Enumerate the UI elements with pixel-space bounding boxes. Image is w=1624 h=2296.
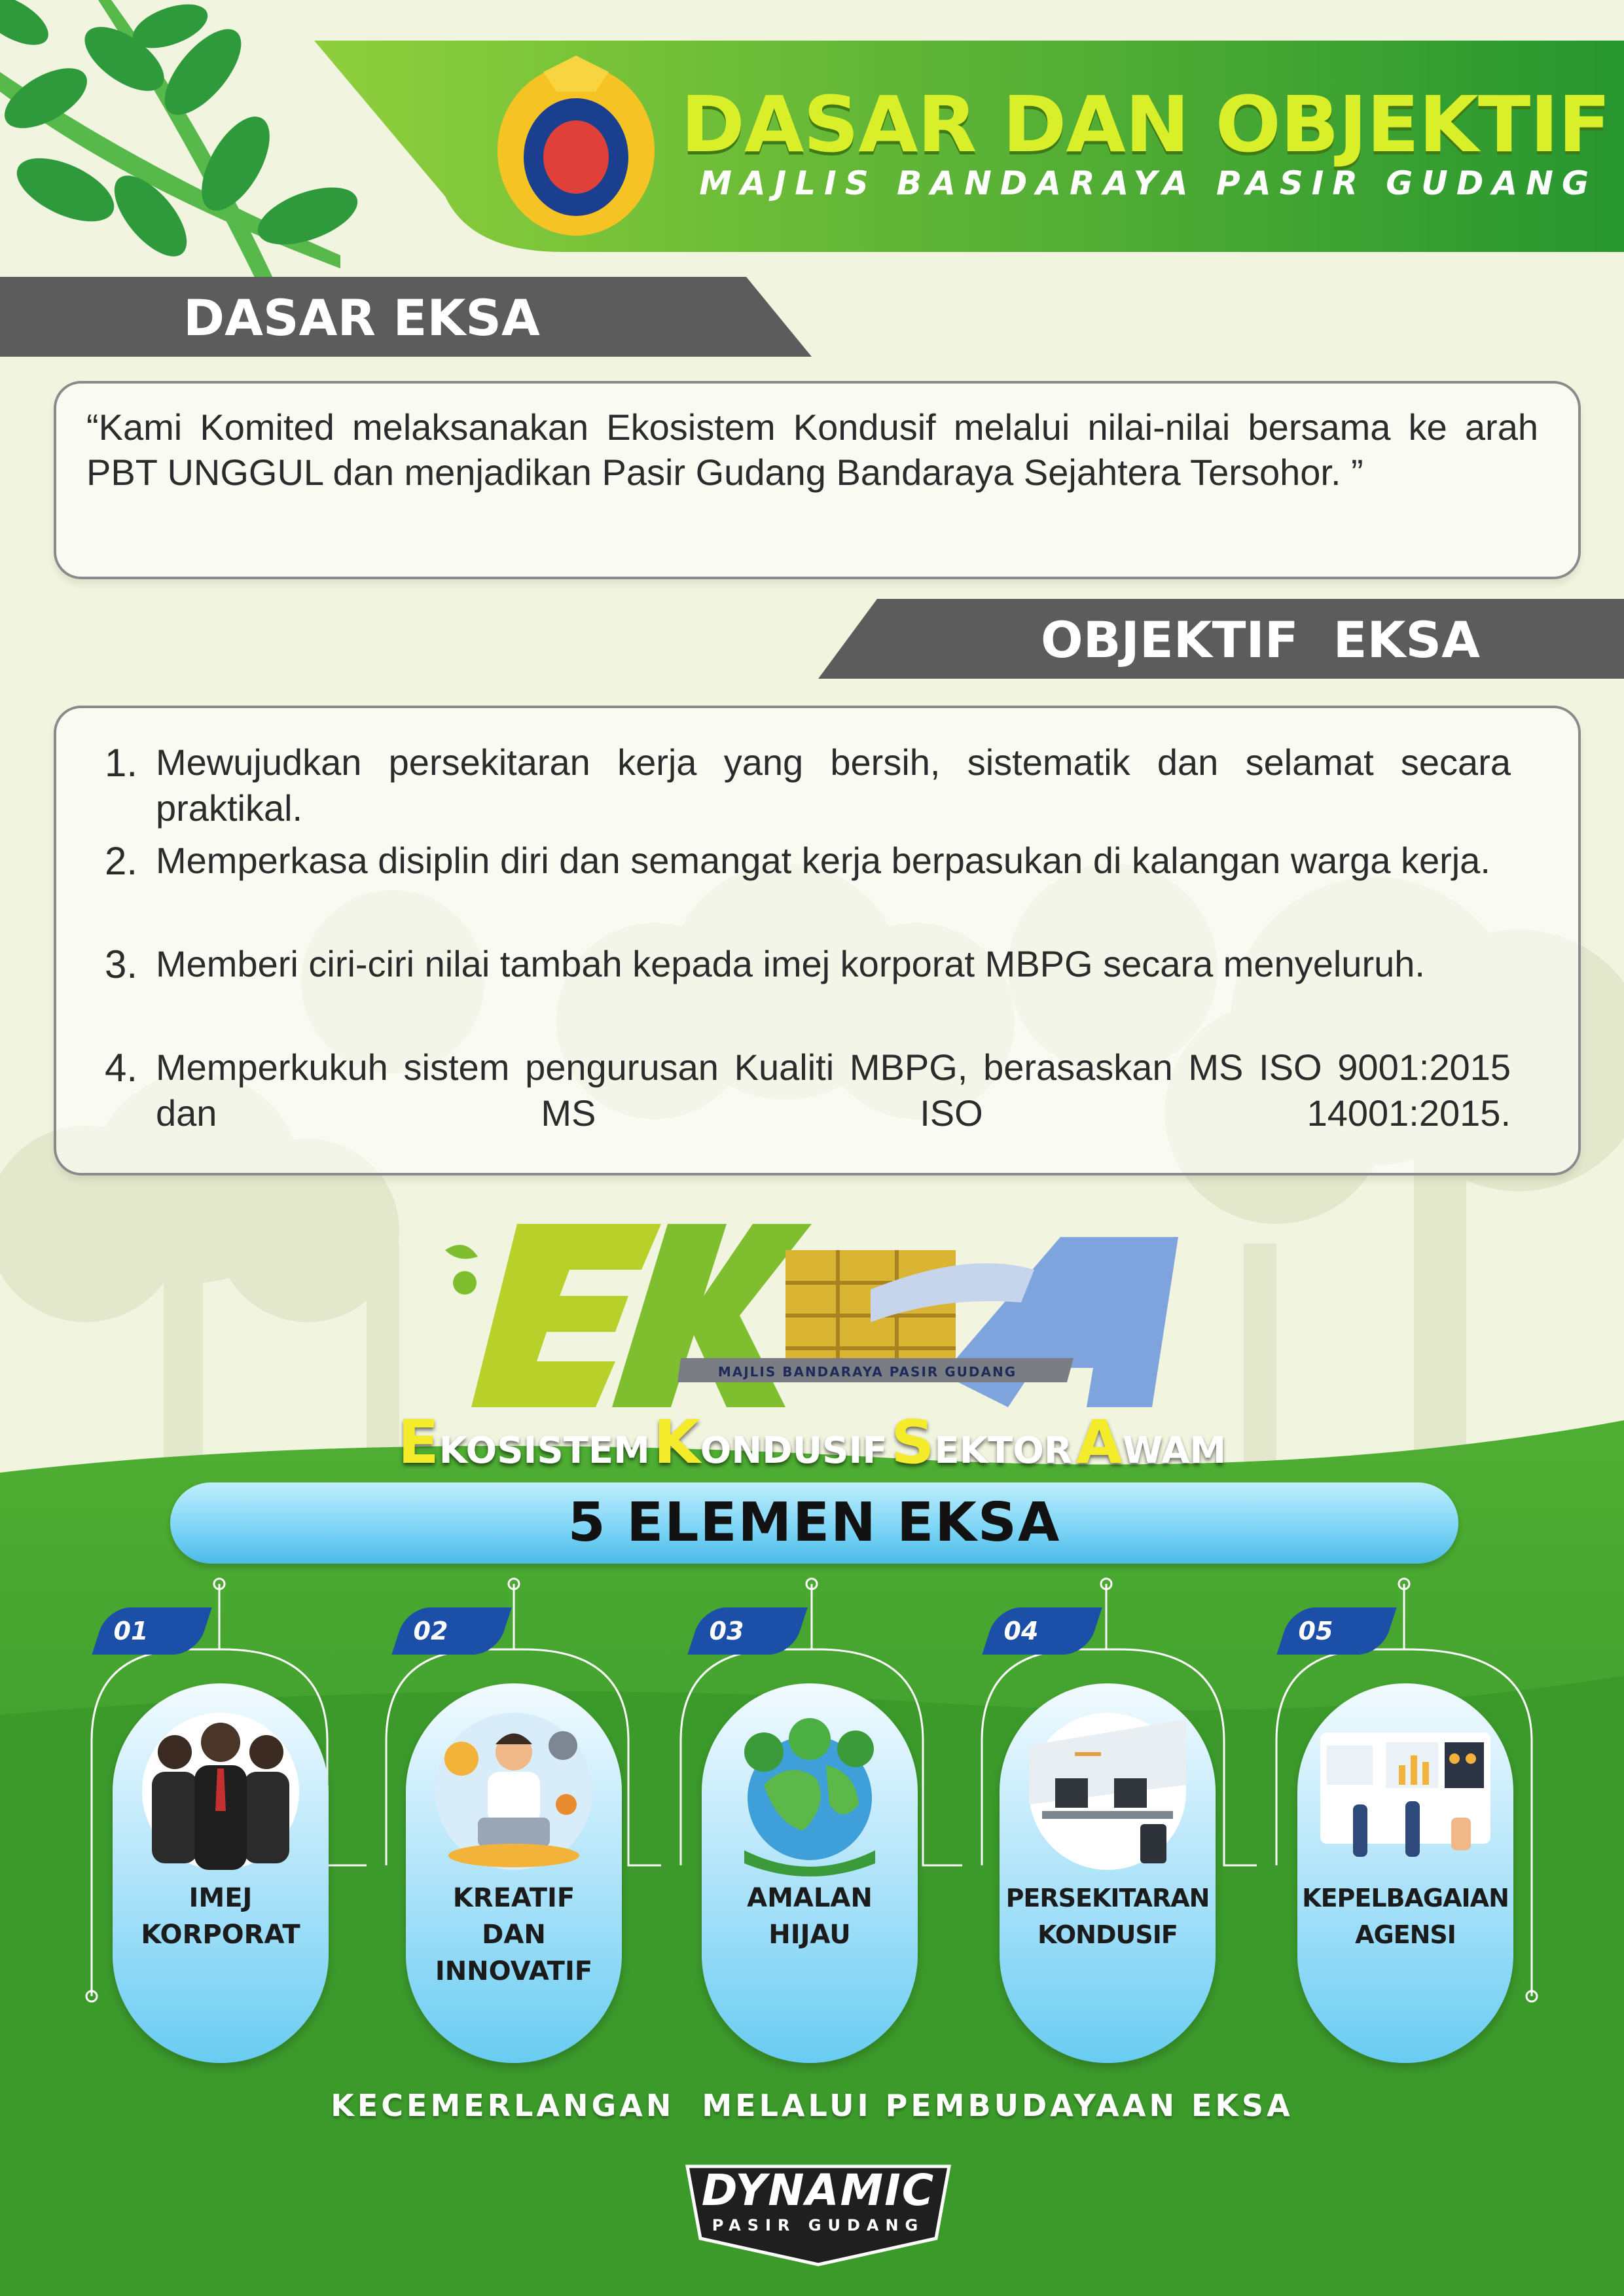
objektif-text: Memberi ciri-ciri nilai tambah kepada imej korporat MBPG secara menyeluruh.	[156, 943, 1425, 984]
acronym-rest: ONDUSIF	[700, 1429, 888, 1472]
elemen-card	[1297, 1683, 1513, 2063]
acronym-rest: KOSISTEM	[439, 1429, 650, 1472]
elemen-label-line: KORPORAT	[141, 1920, 300, 1950]
elemen-card	[702, 1683, 918, 2063]
elemen-label	[406, 1880, 622, 1990]
analytics-team-icon	[1314, 1706, 1497, 1876]
dasar-heading: DASAR EKSA	[183, 289, 540, 347]
elemen-number: 02	[413, 1617, 448, 1645]
objektif-text: Memperkukuh sistem pengurusan Kualiti MBPG, berasaskan MS ISO 9001:2015 dan MS ISO 14001:2015.	[156, 1047, 1511, 1134]
eksa-logo-tagline: MAJLIS BANDARAYA PASIR GUDANG	[717, 1364, 1017, 1380]
elemen-label-line: HIJAU	[768, 1920, 851, 1950]
objektif-heading: OBJEKTIF EKSA	[1041, 611, 1480, 669]
office-workspace-icon	[1016, 1706, 1199, 1876]
acronym-rest: WAM	[1122, 1429, 1227, 1472]
elemen-label	[702, 1880, 918, 1953]
dasar-text: “Kami Komited melaksanakan Ekosistem Kondusif melalui nilai-nilai bersama ke arah PBT UNGGUL dan menjadikan Pasir Gudang Bandaraya Sejahtera Tersohor. ”	[86, 406, 1538, 493]
elemen-label-line: INNOVATIF	[435, 1956, 593, 1986]
elemen-number: 04	[1003, 1617, 1039, 1645]
creative-person-icon	[422, 1706, 605, 1876]
acronym-initial: S	[891, 1407, 935, 1477]
page-subtitle: MAJLIS BANDARAYA PASIR GUDANG	[699, 164, 1597, 202]
dynamic-logo-word: DYNAMIC	[701, 2165, 935, 2215]
elemen-label-line: AMALAN	[747, 1883, 873, 1913]
elemen-title: 5 ELEMEN EKSA	[568, 1492, 1061, 1554]
elemen-label	[1000, 1880, 1216, 1953]
dynamic-logo-sub: PASIR GUDANG	[712, 2216, 925, 2234]
elemen-number: 01	[113, 1617, 149, 1645]
objektif-number: 3.	[105, 942, 138, 986]
elemen-label-line: KONDUSIF	[1038, 1920, 1178, 1949]
objektif-text: Mewujudkan persekitaran kerja yang bersih, sistematik dan selamat secara praktikal.	[156, 742, 1511, 829]
elemen-label-line: AGENSI	[1355, 1920, 1456, 1949]
elemen-label	[1297, 1880, 1513, 1953]
objektif-number: 1.	[105, 741, 138, 785]
page-title: DASAR DAN OBJEKTIF	[681, 79, 1610, 170]
elemen-label-line: DAN	[482, 1920, 546, 1950]
elemen-card	[406, 1683, 622, 2063]
acronym-initial: A	[1075, 1407, 1123, 1477]
objektif-number: 2.	[105, 839, 138, 883]
acronym-initial: K	[653, 1407, 700, 1477]
elemen-card	[1000, 1683, 1216, 2063]
elemen-label-line: PERSEKITARAN	[1005, 1884, 1210, 1912]
elemen-label-line: KREATIF	[452, 1883, 575, 1913]
elemen-number: 03	[709, 1617, 744, 1645]
elemen-label-line: KEPELBAGAIAN	[1302, 1884, 1509, 1912]
eksa-acronym	[0, 1407, 1624, 1477]
elemen-card	[113, 1683, 329, 2063]
elemen-label	[113, 1880, 329, 1953]
footer-tagline: KECEMERLANGAN MELALUI PEMBUDAYAAN EKSA	[331, 2088, 1293, 2123]
elemen-number: 05	[1298, 1617, 1333, 1645]
green-earth-icon	[718, 1706, 901, 1876]
business-people-icon	[129, 1706, 312, 1876]
objektif-text: Memperkasa disiplin diri dan semangat kerja berpasukan di kalangan warga kerja.	[156, 840, 1490, 881]
acronym-rest: EKTOR	[934, 1429, 1073, 1472]
acronym-initial: E	[397, 1407, 439, 1477]
objektif-number: 4.	[105, 1046, 138, 1090]
elemen-label-line: IMEJ	[189, 1883, 253, 1913]
